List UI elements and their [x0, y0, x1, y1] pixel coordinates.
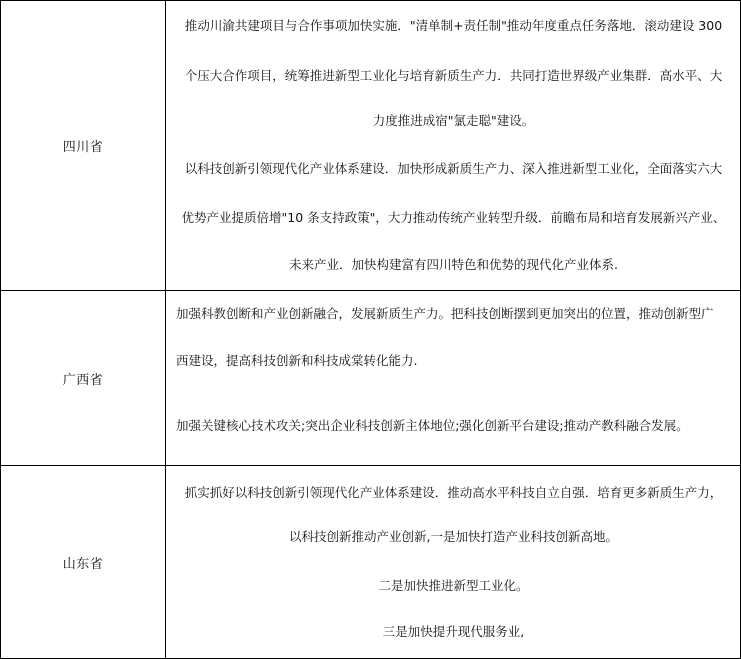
policy-text-line: 抓实抓好以科技创新引领现代化产业体系建设．推动高水平科技自立自强．培育更多新质生产力，	[184, 485, 723, 500]
policy-content-cell	[166, 291, 741, 465]
policy-text-line: 加强关键核心技术攻关;突出企业科技创新主体地位;强化创新平台建设;推动产教科融合发展。	[176, 418, 689, 433]
province-name: 山东省	[62, 556, 104, 572]
province-name: 四川省	[62, 140, 104, 155]
table-row-sichuan	[0, 0, 741, 290]
policy-text-line: 以科技创新引领现代化产业体系建设．加快形成新质生产力、深入推进新型工业化，全面落实六大	[184, 161, 723, 176]
policy-text-line: 加强科教创断和产业创新融合，发展新质生产力。把科技创断摆到更加突出的位置，推动创新型广	[176, 306, 714, 321]
policy-text-line: 力度推进成宿"氯走聪"建设。	[372, 113, 535, 128]
province-cell	[0, 1, 166, 290]
policy-content-cell	[166, 466, 741, 658]
province-cell	[0, 291, 166, 465]
policy-text-line: 优势产业提质倍增"10 条支持政策"，大力推动传统产业转型升级．前瞻布局和培育发展新兴产业、	[181, 210, 726, 225]
table-row-shandong	[0, 465, 741, 659]
province-name: 广西省	[62, 372, 104, 388]
policy-text-line: 二是加快推进新型工业化。	[378, 578, 529, 593]
policy-text-line: 三是加快提升现代服务业,	[382, 624, 525, 639]
policy-text-line: 个压大合作项目，统筹推进新型工业化与培育新质生产力．共同打造世界级产业集群．高水平、大	[184, 68, 723, 83]
table-row-guangxi	[0, 290, 741, 465]
policy-content-cell	[166, 1, 741, 290]
policy-text-line: 未来产业．加快构建富有四川特色和优势的现代化产业体系.	[289, 257, 618, 272]
policy-text-line: 推动川渝共建项目与合作事项加快实施．"清单制+责任制"推动年度重点任务落地．滚动建设 300	[184, 18, 723, 33]
policy-text-line: 西建设，提高科技创新和科技成棠转化能力.	[176, 353, 418, 368]
province-cell	[0, 466, 166, 658]
policy-text-line: 以科技创新推动产业创新,一是加快打造产业科技创新高地。	[289, 529, 618, 544]
